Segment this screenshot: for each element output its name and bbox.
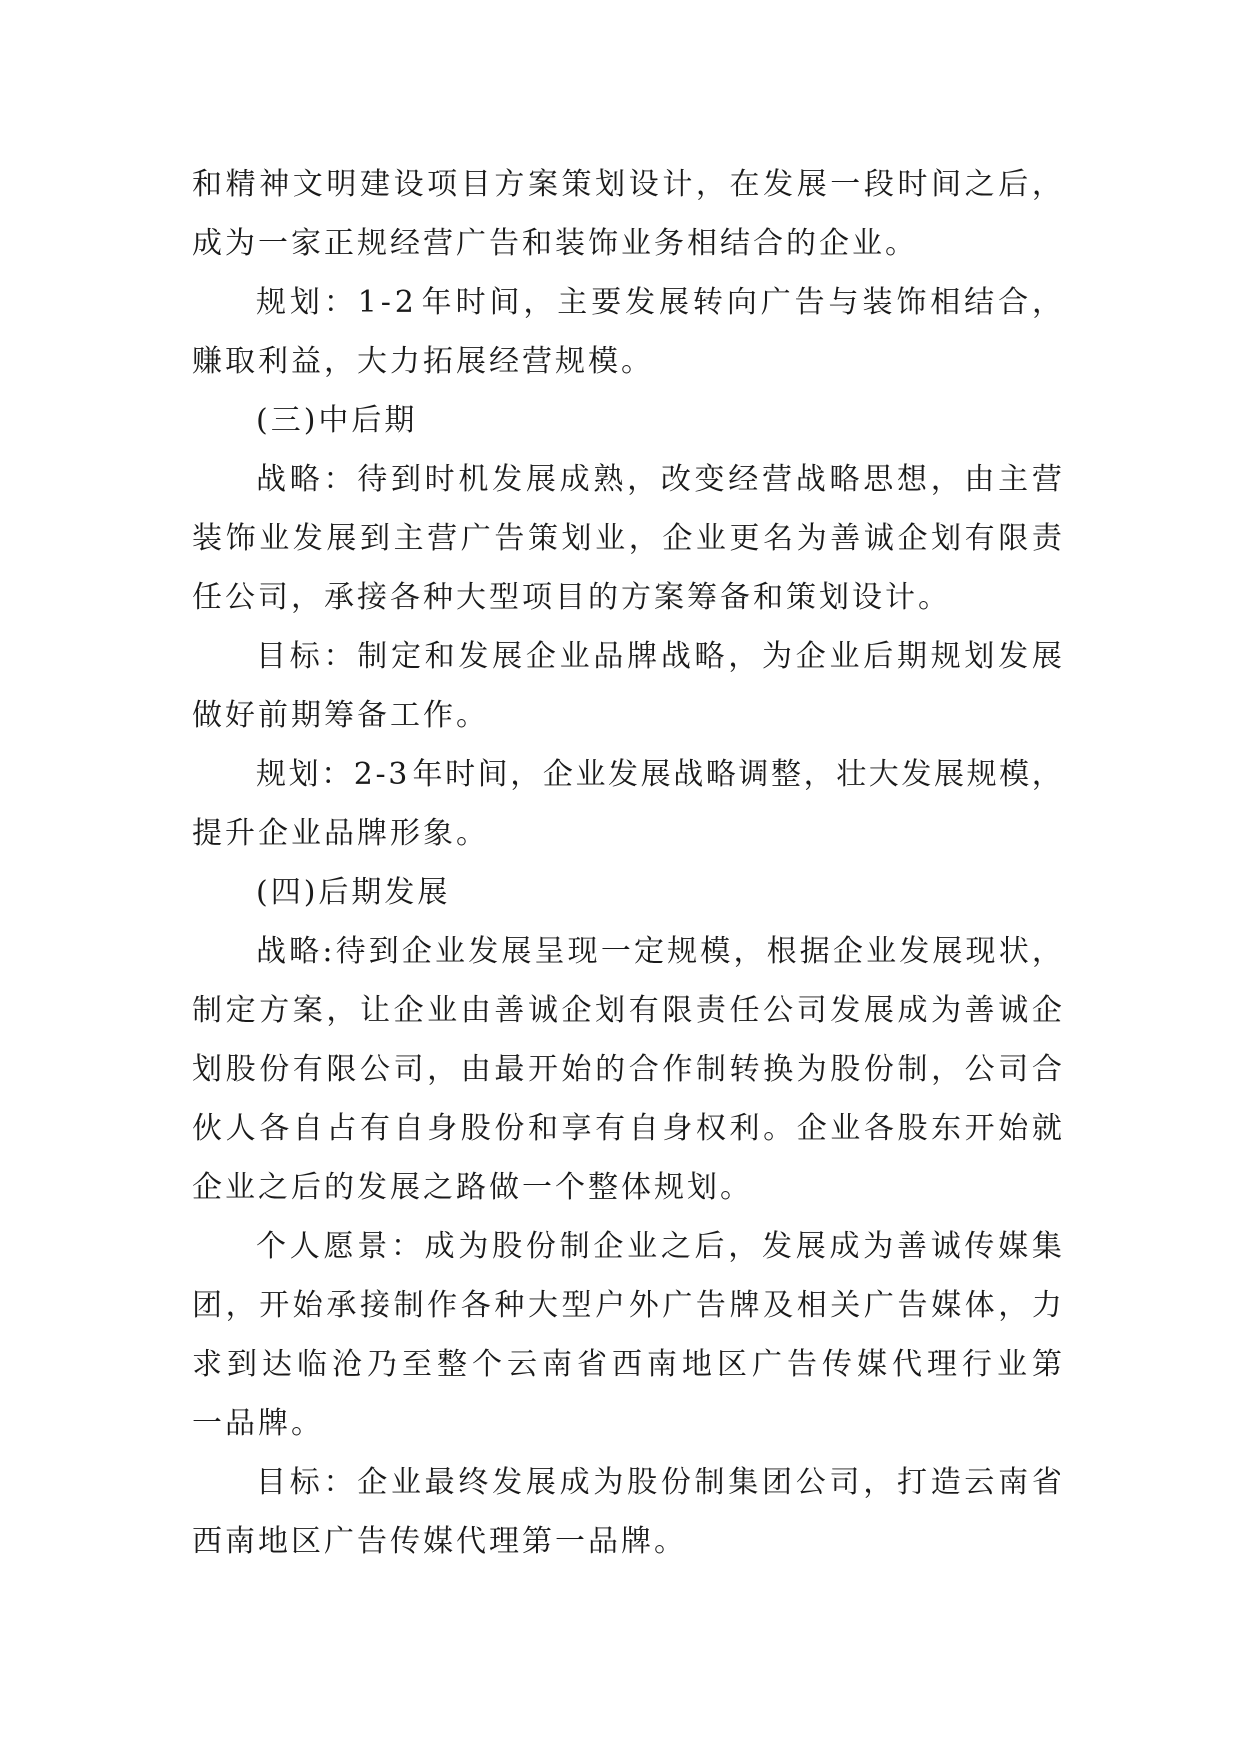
paragraph-line: 战 略 ： 待 到 时 机 发 展 成 熟 ， 改 变 经 营 战 略 思 想 ， 由 主 营 <box>256 462 1062 497</box>
paragraph-line: 和 精 神 文 明 建 设 项 目 方 案 策 划 设 计 ， 在 发 展 一 段 时 间 之 后 ， <box>192 167 1062 202</box>
paragraph-line: 划 股 份 有 限 公 司 ， 由 最 开 始 的 合 作 制 转 换 为 股 份 制 ， 公 司 合 <box>192 1052 1062 1087</box>
paragraph-line: 目 标 ： 制 定 和 发 展 企 业 品 牌 战 略 ， 为 企 业 后 期 规 划 发 展 <box>256 639 1062 674</box>
paragraph-line: 西南地区广告传媒代理第一品牌。 <box>192 1524 687 1559</box>
paragraph-line: 规 划 ： 1 - 2 年 时 间 ， 主 要 发 展 转 向 广 告 与 装 饰 相 结 合 ， <box>256 285 1062 320</box>
section-heading: (三)中后期 <box>256 403 418 438</box>
paragraph-line: 求 到 达 临 沧 乃 至 整 个 云 南 省 西 南 地 区 广 告 传 媒 代 理 行 业 第 <box>192 1347 1062 1382</box>
paragraph-line: 一品牌。 <box>192 1406 324 1441</box>
paragraph-line: 企业之后的发展之路做一个整体规划。 <box>192 1170 753 1205</box>
section-heading: (四)后期发展 <box>256 875 451 910</box>
paragraph-line: 目 标 ： 企 业 最 终 发 展 成 为 股 份 制 集 团 公 司 ， 打 造 云 南 省 <box>256 1465 1062 1500</box>
paragraph-line: 团 ， 开 始 承 接 制 作 各 种 大 型 户 外 广 告 牌 及 相 关 广 告 媒 体 ， 力 <box>192 1288 1062 1323</box>
paragraph-line: 制 定 方 案 ， 让 企 业 由 善 诚 企 划 有 限 责 任 公 司 发 展 成 为 善 诚 企 <box>192 993 1062 1028</box>
paragraph-line: 装 饰 业 发 展 到 主 营 广 告 策 划 业 ， 企 业 更 名 为 善 诚 企 划 有 限 责 <box>192 521 1062 556</box>
paragraph-line: 做好前期筹备工作。 <box>192 698 489 733</box>
paragraph-line: 战 略 : 待 到 企 业 发 展 呈 现 一 定 规 模 ， 根 据 企 业 发 展 现 状 ， <box>256 934 1062 969</box>
paragraph-line: 成为一家正规经营广告和装饰业务相结合的企业。 <box>192 226 918 261</box>
paragraph-line: 任公司，承接各种大型项目的方案筹备和策划设计。 <box>192 580 951 615</box>
paragraph-line: 个 人 愿 景 ： 成 为 股 份 制 企 业 之 后 ， 发 展 成 为 善 诚 传 媒 集 <box>256 1229 1062 1264</box>
paragraph-line: 赚取利益，大力拓展经营规模。 <box>192 344 654 379</box>
paragraph-line: 规 划 ： 2 - 3 年 时 间 ， 企 业 发 展 战 略 调 整 ， 壮 大 发 展 规 模 ， <box>256 757 1062 792</box>
paragraph-line: 伙 人 各 自 占 有 自 身 股 份 和 享 有 自 身 权 利 。 企 业 各 股 东 开 始 就 <box>192 1111 1062 1146</box>
paragraph-line: 提升企业品牌形象。 <box>192 816 489 851</box>
document-body <box>192 155 1062 1571</box>
